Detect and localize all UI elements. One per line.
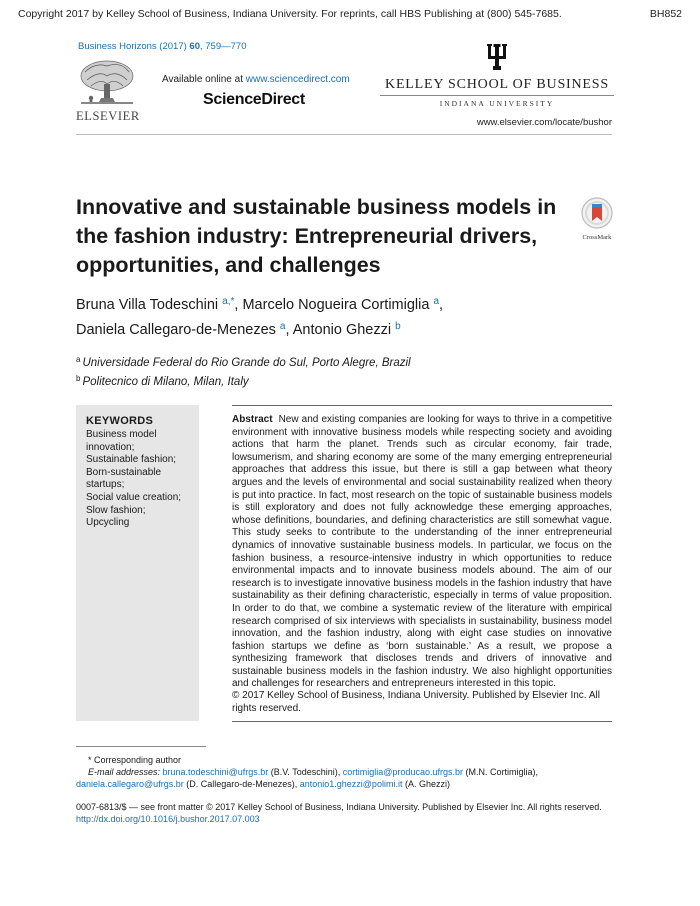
email-link[interactable]: cortimiglia@producao.ufrgs.br — [342, 767, 463, 777]
email-label: E-mail addresses: — [88, 767, 163, 777]
journal-reference[interactable] — [78, 41, 246, 52]
elsevier-tree-icon — [77, 58, 137, 108]
email-link[interactable]: antonio1.ghezzi@polimi.it — [299, 779, 403, 789]
author: Antonio Ghezzi $^b$ — [292, 321, 401, 338]
journal-name: Business Horizons (2017) — [78, 41, 187, 52]
header-divider — [76, 134, 612, 135]
keyword-item: Slow fashion; — [86, 504, 146, 516]
elsevier-logo — [76, 58, 138, 124]
keyword-item: Social value creation; — [86, 491, 182, 503]
copyright-bar — [18, 8, 682, 20]
author: Daniela Callegaro-de-Menezes $^a$, — [76, 321, 293, 338]
indiana-trident-icon — [485, 42, 509, 72]
elsevier-wordmark: ELSEVIER — [76, 109, 140, 123]
author-affiliation-mark[interactable]: a,* — [222, 296, 235, 307]
journal-volume: 60 — [189, 41, 200, 52]
available-prefix: Available online at — [162, 74, 246, 85]
doi-link[interactable]: http://dx.doi.org/10.1016/j.bushor.2017.07.003 — [76, 814, 260, 824]
sciencedirect-link[interactable]: www.sciencedirect.com — [245, 74, 350, 85]
author-affiliation-mark[interactable]: b — [395, 321, 401, 332]
keywords-heading: KEYWORDS — [86, 415, 154, 427]
available-online — [162, 74, 350, 85]
affiliations — [76, 352, 411, 390]
journal-url[interactable]: www.elsevier.com/locate/bushor — [476, 117, 612, 128]
issn-line: 0007-6813/$ — see front matter © 2017 Kelley School of Business, Indiana University. Published by Elsevier Inc. All rights reserved. — [76, 802, 602, 812]
email-link[interactable]: daniela.callegaro@ufrgs.br — [76, 779, 184, 789]
keyword-item: Upcycling — [86, 517, 130, 529]
keywords-list — [86, 429, 189, 530]
abstract-copyright: © 2017 Kelley School of Business, Indiana University. Published by Elsevier Inc. All rights reserved. — [232, 690, 600, 714]
email-link[interactable]: bruna.todeschini@ufrgs.br — [162, 767, 269, 777]
email-addresses-cont: daniela.callegaro@ufrgs.br (D. Callegaro-de-Menezes), antonio1.ghezzi@polimi.it (A. Ghezzi) — [76, 779, 450, 789]
author-affiliation-mark[interactable]: a — [279, 321, 286, 332]
crossmark-icon — [581, 197, 613, 229]
keyword-item: Born-sustainable startups; — [86, 466, 162, 491]
affiliation-item: $^b$ Politecnico di Milano, Milan, Italy — [76, 374, 249, 388]
keywords-panel — [76, 405, 199, 721]
corresponding-author-note: * Corresponding author — [88, 755, 182, 765]
article-title: Innovative and sustainable business models in the fashion industry: Entrepreneurial drivers, opportunities, and challenges — [76, 195, 557, 277]
abstract-label: Abstract — [232, 414, 273, 425]
crossmark-label: CrossMark — [582, 234, 612, 241]
kelley-logo — [380, 42, 614, 108]
email-addresses: E-mail addresses: bruna.todeschini@ufrgs.br (B.V. Todeschini), cortimiglia@producao.ufrgs.br (M.N. Cortimiglia), — [88, 767, 538, 777]
kelley-school-name: KELLEY SCHOOL OF BUSINESS — [380, 77, 614, 96]
keyword-item: Business model innovation; — [86, 429, 157, 453]
abstract-bottom-rule — [232, 721, 612, 722]
keyword-item: Sustainable fashion; — [86, 454, 177, 466]
footnote-divider — [76, 746, 206, 747]
crossmark-badge[interactable] — [575, 197, 619, 241]
copyright-text: Copyright 2017 by Kelley School of Business, Indiana University. For reprints, call HBS Publishing at (800) 545-7685. — [18, 8, 562, 20]
article-code: BH852 — [649, 8, 682, 20]
author-affiliation-mark[interactable]: a — [433, 296, 440, 307]
abstract-body — [232, 414, 612, 691]
sciencedirect-wordmark: ScienceDirect — [203, 91, 305, 108]
front-matter — [76, 801, 636, 825]
affiliation-item: $^a$ Universidade Federal do Rio Grande do Sul, Porto Alegre, Brazil — [76, 355, 411, 369]
kelley-university: INDIANA UNIVERSITY — [439, 99, 555, 108]
author: Bruna Villa Todeschini $^{a,*}$, — [76, 296, 243, 313]
footnotes — [76, 754, 636, 790]
abstract-text: New and existing companies are looking for ways to thrive in a competitive environment with innovative business models while respecting society and avoiding actions that harm the planet. Trends such as circular economy, fair trade, lowsumerism, and sharing economy are some of the many emerging entrepreneurial approaches that address this issue, but there is still a gap between what theory argues and the levels of environmental and social sustainability realized when theory is put into practice. In fact, most research on the topic of sustainable business models is still exploratory and does not fully acknowledge these emerging approaches, whose definitions, boundaries, and defining characteristics are still somewhat vague. This study seeks to contribute to the understanding of the inner entrepreneurial dynamics of innovative sustainable business models. In particular, we focus on the fashion business, a resource-intensive industry in which opportunities to reduce environmental impacts and to innovate business models abound. The aim of our research is to investigate innovative business models in the fashion industry that have sustainability as their defining characteristic, especially in terms of value proposition. In order to do that, we combine a systematic review of the literature with empirical research comprised of six interviews with specialists in sustainability, business model innovation, and the fashion industry, along with eight case studies on innovative fashion startups we define as ‘born sustainable.’ As a result, we propose a synthesizing framework that discloses trends and drivers of innovative and sustainable business models in the fashion industry. We also highlight opportunities and challenges for researchers and entrepreneurs interested in this topic. — [232, 414, 612, 690]
abstract-top-rule — [232, 405, 612, 406]
journal-pages: , 759—770 — [200, 41, 247, 52]
author: Marcelo Nogueira Cortimiglia $^a$, — [242, 296, 444, 313]
author-list — [76, 291, 616, 341]
